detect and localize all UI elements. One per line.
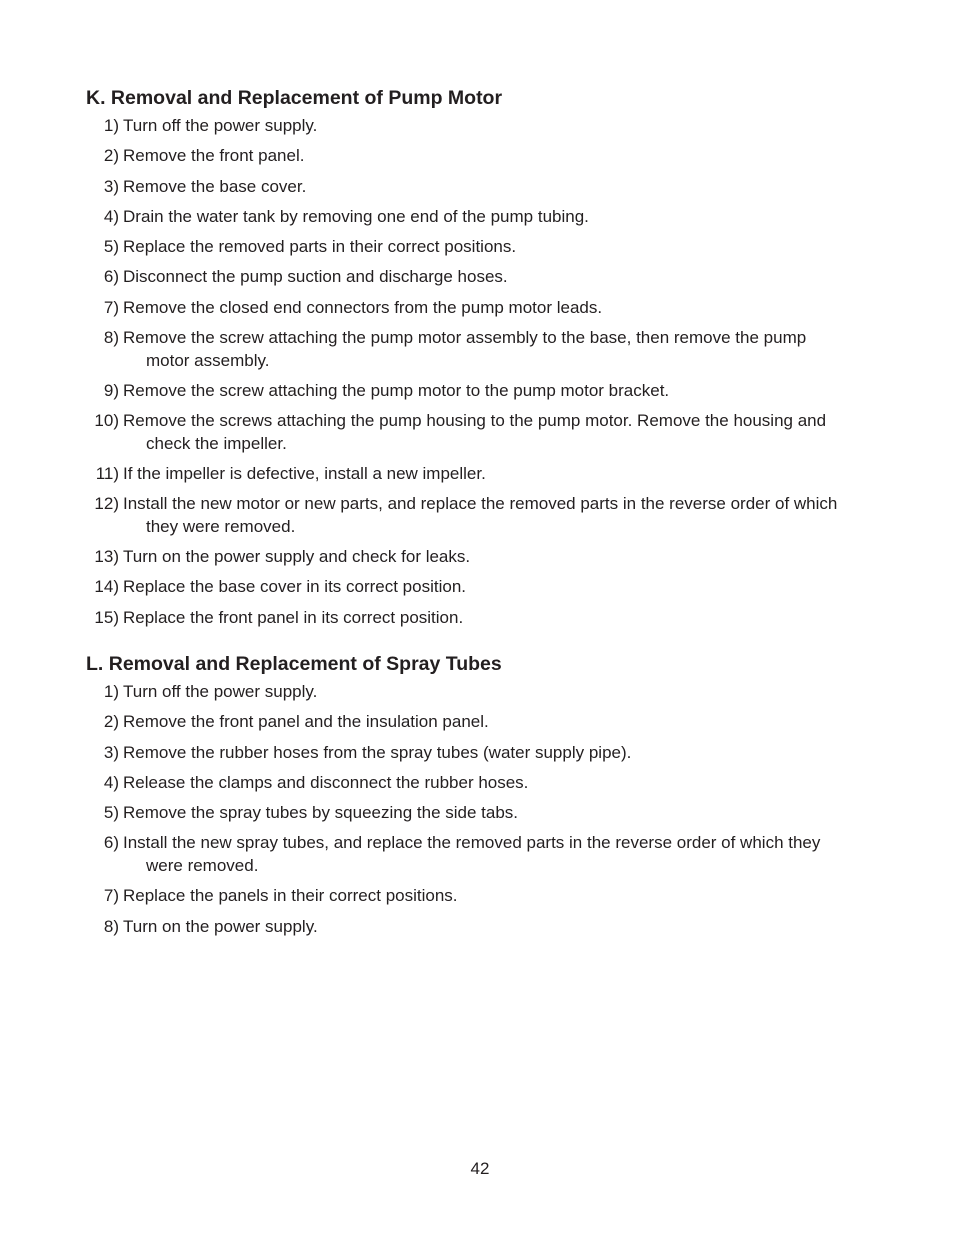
step-number: 2) <box>103 146 119 166</box>
step-number: 9) <box>103 380 119 400</box>
step-number: 2) <box>103 712 119 732</box>
step-text: Install the new motor or new parts, and replace the removed parts in the reverse order of which they were removed. <box>123 494 838 536</box>
step-number: 7) <box>103 297 119 317</box>
step-text-wrap <box>119 236 846 259</box>
list-item <box>86 380 846 403</box>
list-item <box>86 772 846 795</box>
step-number: 14) <box>94 577 119 597</box>
step-number: 13) <box>94 547 119 567</box>
step-number: 7) <box>103 886 119 906</box>
step-text-wrap <box>119 266 846 289</box>
step-number: 5) <box>103 803 119 823</box>
step-text: Replace the removed parts in their correct positions. <box>123 237 517 257</box>
step-text: Install the new spray tubes, and replace the removed parts in the reverse order of which they were removed. <box>123 833 821 875</box>
step-number: 1) <box>103 682 119 701</box>
step-text-wrap <box>119 463 846 486</box>
step-number: 3) <box>103 176 119 196</box>
step-text: Remove the screws attaching the pump housing to the pump motor. Remove the housing and check the impeller. <box>123 411 827 453</box>
list-item <box>86 885 846 908</box>
step-text: Remove the closed end connectors from the pump motor leads. <box>123 297 603 317</box>
step-number: 6) <box>103 267 119 287</box>
list-item <box>86 266 846 289</box>
step-text: Remove the base cover. <box>123 176 307 196</box>
step-text-wrap <box>119 607 846 630</box>
step-text-wrap <box>119 742 846 765</box>
step-text-wrap <box>119 327 846 372</box>
step-text-wrap <box>119 885 846 908</box>
step-number: 15) <box>94 607 119 627</box>
list-item <box>86 176 846 199</box>
step-number: 12) <box>94 494 119 514</box>
step-text: Remove the front panel and the insulation panel. <box>123 712 489 732</box>
step-text-wrap <box>119 145 846 168</box>
step-text: Remove the rubber hoses from the spray tubes (water supply pipe). <box>123 742 632 762</box>
step-text-wrap <box>119 546 846 569</box>
step-text-wrap <box>119 916 846 939</box>
step-number: 5) <box>103 237 119 257</box>
step-text: Turn off the power supply. <box>123 116 318 135</box>
step-number: 4) <box>103 206 119 226</box>
list-item <box>86 493 846 538</box>
step-text-wrap <box>119 802 846 825</box>
list-item <box>86 832 846 877</box>
step-number: 6) <box>103 833 119 853</box>
step-text-wrap <box>119 832 846 877</box>
list-item <box>86 236 846 259</box>
step-text: Turn on the power supply. <box>123 916 318 936</box>
step-text: Remove the screw attaching the pump motor assembly to the base, then remove the pump motor assembly. <box>123 328 807 370</box>
step-text-wrap <box>119 576 846 599</box>
list-item <box>86 546 846 569</box>
list-item <box>86 463 846 486</box>
step-number: 8) <box>103 916 119 936</box>
step-text: Replace the base cover in its correct position. <box>123 577 467 597</box>
step-number: 3) <box>103 742 119 762</box>
list-item <box>86 327 846 372</box>
step-number: 1) <box>103 116 119 135</box>
list-item <box>86 297 846 320</box>
section-pump-motor <box>86 85 846 637</box>
step-text: Remove the front panel. <box>123 146 305 166</box>
steps-list <box>86 681 846 938</box>
page-number: 42 <box>470 1159 490 1178</box>
step-text: If the impeller is defective, install a new impeller. <box>123 463 486 483</box>
section-spray-tubes <box>86 651 846 946</box>
step-text: Drain the water tank by removing one end of the pump tubing. <box>123 206 589 226</box>
step-text-wrap <box>119 380 846 403</box>
step-number: 4) <box>103 772 119 792</box>
list-item <box>86 206 846 229</box>
step-text: Release the clamps and disconnect the rubber hoses. <box>123 772 529 792</box>
step-text-wrap <box>119 297 846 320</box>
steps-list <box>86 115 846 629</box>
step-text: Turn off the power supply. <box>123 682 318 701</box>
list-item <box>86 576 846 599</box>
step-text-wrap <box>119 681 846 704</box>
list-item <box>86 607 846 630</box>
step-text: Turn on the power supply and check for leaks. <box>123 547 471 567</box>
step-text: Remove the spray tubes by squeezing the side tabs. <box>123 803 519 823</box>
step-number: 10) <box>94 411 119 431</box>
list-item <box>86 742 846 765</box>
step-text-wrap <box>119 772 846 795</box>
step-text-wrap <box>119 206 846 229</box>
step-number: 8) <box>103 328 119 348</box>
step-text: Disconnect the pump suction and discharge hoses. <box>123 267 508 287</box>
step-text: Replace the panels in their correct positions. <box>123 886 458 906</box>
step-number: 11) <box>95 463 119 483</box>
step-text: Replace the front panel in its correct position. <box>123 607 464 627</box>
section-title: L. Removal and Replacement of Spray Tubes <box>86 653 502 675</box>
step-text-wrap <box>119 115 846 138</box>
list-item <box>86 681 846 704</box>
list-item <box>86 711 846 734</box>
step-text: Remove the screw attaching the pump motor to the pump motor bracket. <box>123 380 670 400</box>
step-text-wrap <box>119 410 846 455</box>
list-item <box>86 145 846 168</box>
step-text-wrap <box>119 176 846 199</box>
list-item <box>86 916 846 939</box>
list-item <box>86 410 846 455</box>
list-item <box>86 802 846 825</box>
list-item <box>86 115 846 138</box>
step-text-wrap <box>119 493 846 538</box>
section-title: K. Removal and Replacement of Pump Motor <box>86 87 503 109</box>
step-text-wrap <box>119 711 846 734</box>
